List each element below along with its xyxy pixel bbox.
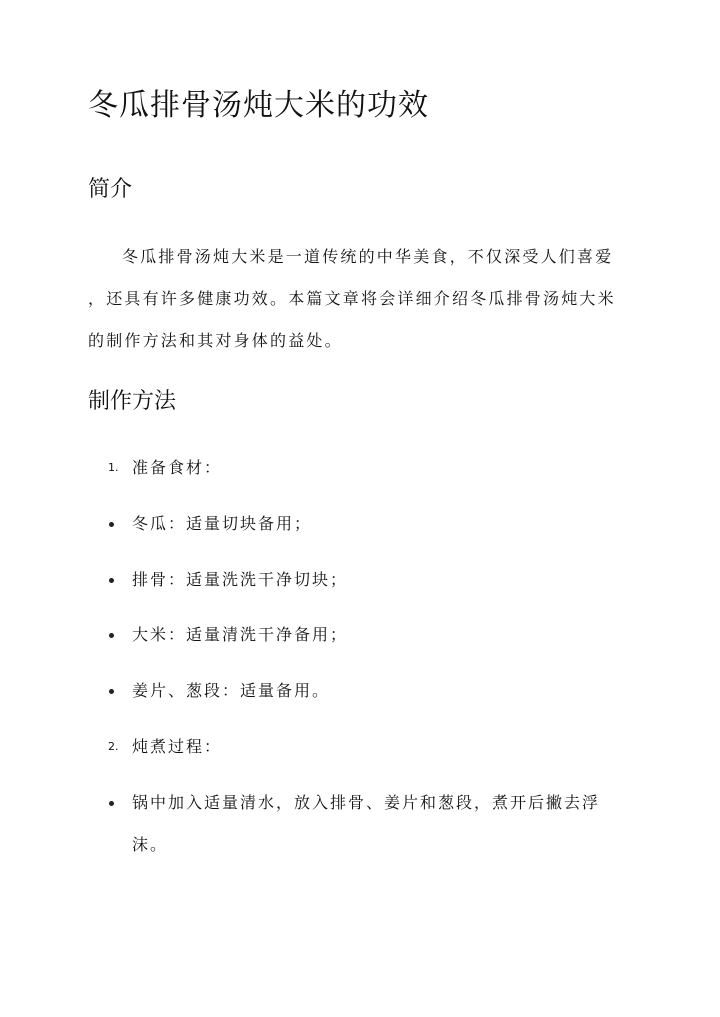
list-item-text: 锅中加入适量清水，放入排骨、姜片和葱段，煮开后撇去浮 xyxy=(132,793,601,812)
intro-line: 的制作方法和其对身体的益处。 xyxy=(88,331,343,350)
bullet-icon xyxy=(109,801,114,806)
list-number: 2. xyxy=(108,740,119,753)
list-item-text: 炖煮过程： xyxy=(132,737,223,756)
list-number: 1. xyxy=(108,461,119,474)
bullet-icon xyxy=(109,689,114,694)
bullet-icon xyxy=(109,633,114,638)
method-heading: 制作方法 xyxy=(88,389,177,414)
list-item-text: 沫。 xyxy=(132,835,169,854)
list-item-text: 大米：适量清洗干净备用； xyxy=(132,625,349,644)
intro-line: 冬瓜排骨汤炖大米是一道传统的中华美食，不仅深受人们喜爱 xyxy=(122,247,614,266)
list-item-text: 排骨：适量洗洗干净切块； xyxy=(132,570,349,589)
intro-heading: 简介 xyxy=(88,177,133,202)
page-title: 冬瓜排骨汤炖大米的功效 xyxy=(88,88,429,123)
intro-line: ，还具有许多健康功效。本篇文章将会详细介绍冬瓜排骨汤炖大米 xyxy=(88,289,616,308)
list-item-text: 姜片、葱段：适量备用。 xyxy=(132,681,331,700)
bullet-icon xyxy=(109,578,114,583)
intro-paragraph xyxy=(88,236,636,362)
list-item-text: 冬瓜：适量切块备用； xyxy=(132,514,313,533)
list-item-text: 准备食材： xyxy=(132,458,223,477)
bullet-icon xyxy=(109,522,114,527)
